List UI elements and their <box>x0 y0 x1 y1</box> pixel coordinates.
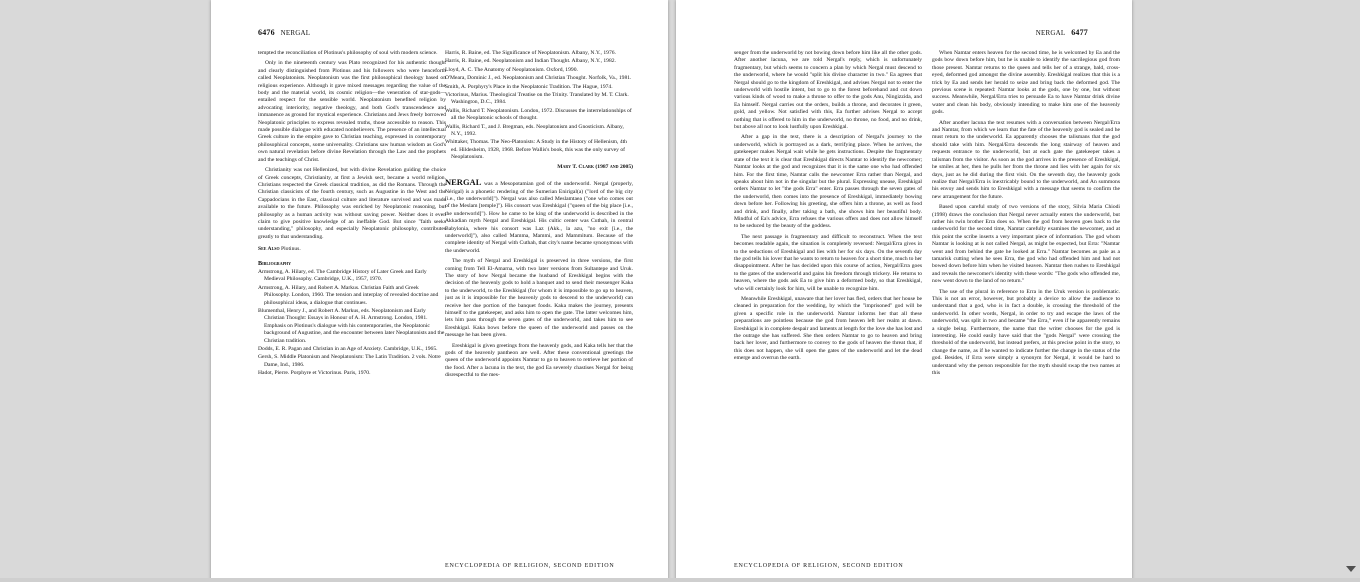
page-number: 6477 <box>1071 28 1088 37</box>
vertical-scrollbar[interactable] <box>1344 0 1360 582</box>
scroll-down-arrow-icon[interactable] <box>1346 566 1356 572</box>
nergal-entry-intro <box>445 179 633 255</box>
bibliography-entry: Harris, R. Baine, ed. Neoplatonism and Indian Thought. Albany, N.Y., 1982. <box>445 58 616 65</box>
bibliography-entry: Wallis, Richard T. Neoplatonism. London, 1972. Discusses the interrelationships of all the Neoplatonic schools of thought. <box>445 107 632 122</box>
paragraph: Only in the nineteenth century was Plato recognized for his authentic thought and clearly distinguished from Plotinus and his followers who were henceforth called Neoplatonists. Neoplatonism was the first philosophical theology based on religious experience. Although it gave mixed messages regarding the value of the body and the material world, its cosmic religion—the veneration of star-gods—entailed respect for the sensible world. Neoplatonism benefited religion by advocating interiority, negative theology, and both God's transcendence and immanence as ground for mystical experience. Christians and Jews freely borrowed Neoplatonic principles to express revealed truths, those accessible to reason. This made possible dialogue with educated nonbelievers. The presence of an intellectual Greek culture in the empire gave to Christian teaching, expressed in contemporary philosophical concepts, some universality. Christians saw human wisdom as God's own natural revelation before divine Revelation through the Law and the prophets and the teachings of Christ. <box>258 60 446 163</box>
see-also <box>258 246 446 253</box>
author-signature: Mary T. Clark (1987 and 2005) <box>557 163 633 170</box>
paragraph: After a gap in the text, there is a description of Nergal's journey to the underworld, which is portrayed as a dark, terrifying place. When he arrives, the gatekeeper makes Nergal wait while he gets instructions. Despite the fragmentary state of the text it is clear that Ereshkigal directs Namtar to identify the newcomer; Namtar looks at the god and recognizes that it is the same one who had offended him. For the first time, Namtar calls the newcomer Erra rather than Nergal, and speaks about him not in the singular but the plural. Expressing unease, Ereshkigal orders Namtar to let "the gods Erra" enter. Erra passes through the seven gates of the underworld, then comes into the presence of Ereshkigal, immediately bowing down before her. Following his greeting, she offers him a throne, as well as food and drink, and finally, after taking a bath, she shows him her beautiful body. Mindful of Ea's advice, Erra refuses the various offers and does not allow himself to be seduced by the beauty of the goddess. <box>734 134 922 230</box>
bibliography-entry: Wallis, Richard T., and J. Bregman, eds. Neoplatonism and Gnosticism. Albany, N.Y., 1992. <box>445 123 624 138</box>
bibliography-entry: Victorinus, Marius. Theological Treatise on the Trinity. Translated by M. T. Clark. Washington, D.C., 1984. <box>445 92 629 106</box>
paragraph: Based upon careful study of two versions of the story, Silvia Maria Chiodi (1998) draws the conclusion that Nergal never actually enters the underworld, but rather his twin brother Erra does so. When the god from heaven goes back to the underworld for the second time, Namtar carefully examines the newcomer, and at this point the scribe inserts a very important piece of information. The god whom Namtar is looking at is not called Nergal, as might be expected, but Erra: "Namtar went and from behind the gate he looked at Erra." Namtar becomes as pale as a tamarisk cutting when he sees Erra, the god who had offended him and had not bowed down before him when he visited heaven. Namtar then rushes to Ereshkigal and reveals the newcomer's identity with these words: "The gods who offended me, now went down to the land of no return." <box>932 204 1120 285</box>
page-footer: ENCYCLOPEDIA OF RELIGION, SECOND EDITION <box>734 563 904 569</box>
paragraph: The use of the plural in reference to Erra in the Uruk version is problematic. This is not an error, however, but probably a device to allow the audience to understand that a god, who is in fact a double, is crossing the threshold of the underworld. In other words, Nergal, in order to try and escape the laws of the underworld, was split in two and became "the Erra," even if he apparently remains a single being. Furthermore, the name that the writer chooses for the god is interesting. He could easily have said that the "gods Nergal" were crossing the threshold of the underworld, but instead prefers, at this precise point in the story, to change the name, as if he wanted to indicate further the change in the status of the god. Besides, if Erra were simply a synonym for Nergal, it would be hard to understand why the person responsible for the myth should swap the two names at this <box>932 288 1120 377</box>
page-footer: ENCYCLOPEDIA OF RELIGION, SECOND EDITION <box>445 563 615 569</box>
paragraph: Meanwhile Ereshkigal, unaware that her lover has fled, orders that her house be cleaned in preparation for the wedding, by which the "imprisoned" god will be given a specific role in the underworld. Namtar informs her that all these preparations are pointless because the god from heaven left her realm at dawn. Ereshkigal is in complete despair and laments at length for the love she has lost and the outrage she has suffered. She then orders Namtar to go to heaven and bring back her lover, and furthermore to convey to the gods of heaven the threat that, if this does not happen, she will open the gates of the underworld and let the dead emerge and overrun the earth. <box>734 296 922 362</box>
paragraph: Christianity was not Hellenized, but with divine Revelation guiding the choice of Greek concepts, Christianity, at first a Jewish sect, became a world religion. Christians respected the Greek classical tradition, as did the Romans. Through the Christian classicists of the fourth century, such as Augustine in the West and the Cappadocians in the East, classical culture and literature survived and was made available to the future. Philosophy was enriched by Neoplatonic reasoning, but philosophy as a human activity was without saving power. Neither does it even claim to give positive knowledge of an ineffable God. But since "faith seeks understanding," philosophy, and especially Neoplatonic philosophy, contributes greatly to that understanding. <box>258 167 446 240</box>
see-also-label: See Also <box>258 246 280 253</box>
bibliography-entry: Armstrong, A. Hilary, ed. The Cambridge History of Later Greek and Early Medieval Philosophy. Cambridge, U.K., 1957, 1970. <box>258 268 427 283</box>
text-column-1 <box>734 50 922 560</box>
bibliography-entry: Lloyd, A. C. The Anatomy of Neoplatonism. Oxford, 1990. <box>445 66 578 73</box>
paragraph: When Namtar enters heaven for the second time, he is welcomed by Ea and the gods bow down before him, but he is unable to identify the sacrilegious god from those present. Namtar returns to the queen and tells her of a strange, bald, cross-eyed, deformed god amongst the divine assembly. Ereshkigal realizes that this is a trick by Ea and sends her herald to seize and bring back the deformed god. The previous scene is repeated: Namtar looks at the gods, one by one, but without success. Meanwhile, Nergal/Erra tries to persuade Ea to have Namtar drink divine water and clean his body, obviously intending to make him one of the heavenly gods. <box>932 50 1120 116</box>
entry-text: was a Mesopotamian god of the underworld. Nergal (properly, Nérigal) is a phonetic rendering of the Sumerian Enirigal(a) ("lord of the big city [i.e., the underworld]"). Nergal was also called Meslamtaea ("one who comes out of the Meslam [temple]"). His consort was Ereshkigal ("queen of the big place [i.e., the underworld]"). How he came to be king of the underworld is described in the Akkadian myth Nergal and Ereshkigal. His cultic center was Cuthah, in central Babylonia, where his consort was Laz (Akk., la azu, "no exit [i.e., the underworld]"), also called Mamma, Mammi, and Mammitum. Because of the complete identity of Nergal with Cuthah, that city's name became synonymous with the underworld. <box>445 181 633 254</box>
bibliography-entry: Smith, A. Porphyry's Place in the Neoplatonic Tradition. The Hague, 1974. <box>445 83 613 90</box>
bibliography-entry: Hadot, Pierre. Porphyre et Victorinus. Paris, 1970. <box>258 370 371 377</box>
horizontal-scrollbar[interactable] <box>0 578 1360 582</box>
bibliography-heading: Bibliography <box>258 259 292 267</box>
page-header <box>258 28 310 37</box>
page-number: 6476 <box>258 28 275 37</box>
left-document-page <box>211 0 668 582</box>
text-column-1 <box>258 50 446 560</box>
page-header <box>1036 28 1088 37</box>
paragraph: The next passage is fragmentary and difficult to reconstruct. When the text becomes readable again, the situation is completely reversed: Nergal/Erra gives in to the seductions of Ereshkigal and lies with her for six days. On the seventh day the god tells his lover that he wants to return to heaven for a short time, much to her disappointment. After he has decided upon this course of action, Nergal/Erra goes to the gates of the underworld and gains his freedom through trickery. He returns to heaven, where the gods ask Ea to give him a deformed body, so that Ereshkigal, who will certainly look for him, will be unable to recognize him. <box>734 233 922 292</box>
right-document-page <box>676 0 1132 582</box>
bibliography-entry: Blumenthal, Henry J., and Robert A. Markus, eds. Neoplatonism and Early Christian Thought: Essays in Honour of A. H. Armstrong. London, 1981. Emphasis on Plotinus's dialogue with his contemporaries, the Neoplatonic background of Augustine, and the encounter between later Neoplatonists and the Christian tradition. <box>258 308 445 344</box>
bibliography-entry: Gersh, S. Middle Platonism and Neoplatonism: The Latin Tradition. 2 vols. Notre Dame, Ind., 1986. <box>258 354 441 368</box>
paragraph: The myth of Nergal and Ereshkigal is preserved in three versions, the first coming from Tell El-Amarna, with two later versions from Sultantepe and Uruk. The story of how Nergal became the husband of Ereshkigal begins with the decision of the heavenly gods to hold a banquet and to send their messenger Kaka to the underworld, to the Ereshkigal (for whom it is impossible to go up to heaven, just as it is impossible for the heavenly gods to descend to the underworld) can receive her due portion of the banquet foods. Kaka makes the journey, presents himself to the gatekeeper, and asks him to open the gate. The latter welcomes him, lets him pass through the seven gates of the underworld, and takes him to see Ereshkigal. Kaka bows before the queen of the underworld and passes on the message he has been given. <box>445 258 633 339</box>
bibliography-entry: Whittaker, Thomas. The Neo-Platonists: A Study in the History of Hellenism, 4th ed. Hildesheim, 1928, 1968. Before Wallis's book, this was the only survey of Neoplatonism. <box>445 139 627 161</box>
text-column-2 <box>445 50 633 560</box>
paragraph: After another lacuna the text resumes with a conversation between Nergal/Erra and Namtar, from which we learn that the fate of the heavenly god is sealed and he must return to the underworld. Ea apparently chooses the talismans that the god should take with him. Nergal/Erra descends the long stairway of heaven and requests entrance to the underworld, but at each gate the gatekeeper takes a talisman from the visitor. As soon as the god arrives in the presence of Ereshkigal, he smiles at her, then he pulls her from the throne and lies with her again for six days, just as he did during the first visit. On the seventh day, the heavenly gods realize that Nergal/Erra is inextricably bound to the underworld, and An summons his envoy and sends him to Ereshkigal with a message that seems to confirm the new arrangement for the future. <box>932 119 1120 200</box>
paragraph: senger from the underworld by not bowing down before him like all the other gods. After another lacuna, we are told Nergal's reply, which is unfortunately fragmentary, but which seems to concern a plan by which Nergal must descend to the underworld, where he would "split his divine character in two." Ea agrees that Nergal should go to the kingdom of Ereshkigal, and advises Nergal not to enter the underworld with hostile intent, but to go to the forest beforehand and cut down various kinds of wood to make a throne to offer to the gods Anu, Ningizzida, and Ea himself. Nergal carries out the orders, builds a throne, and decorates it green, gold, and yellow. Not satisfied with this, Ea further advises Nergal to accept nothing that is offered to him in the underworld, no throne, no food, and no drink, but above all not to look lustfully upon Ereshkigal. <box>734 50 922 131</box>
bibliography-entry: Harris, R. Baine, ed. The Significance of Neoplatonism. Albany, N.Y., 1976. <box>445 50 616 56</box>
paragraph: Ereshkigal is given greetings from the heavenly gods, and Kaka tells her that the gods of the heavenly pantheon are well. After these conventional greetings the queen of the underworld appoints Namtar to go to heaven to retrieve her portion of the food. After a lacuna in the text, the god Ea severely chastises Nergal for being disrespectful to the mes- <box>445 342 633 379</box>
text-column-2 <box>932 50 1120 560</box>
entry-title: NERGAL <box>445 177 482 188</box>
bibliography-entry: O'Meara, Dominic J., ed. Neoplatonism and Christian Thought. Norfolk, Va., 1981. <box>445 75 632 82</box>
bibliography-entry: Armstrong, A. Hilary, and Robert A. Markus. Christian Faith and Greek Philosophy. London, 1960. The tension and interplay of revealed doctrine and philosophical ideas, a dialogue that continues. <box>258 284 439 306</box>
bibliography-entry: Dodds, E. R. Pagan and Christian in an Age of Anxiety. Cambridge, U.K., 1965. <box>258 346 438 353</box>
see-also-text: Plotinus. <box>281 246 301 253</box>
running-head: NERGAL <box>280 29 311 37</box>
paragraph: tempted the reconciliation of Plotinus's philosophy of soul with modern science. <box>258 50 438 56</box>
running-head: NERGAL <box>1035 29 1066 37</box>
